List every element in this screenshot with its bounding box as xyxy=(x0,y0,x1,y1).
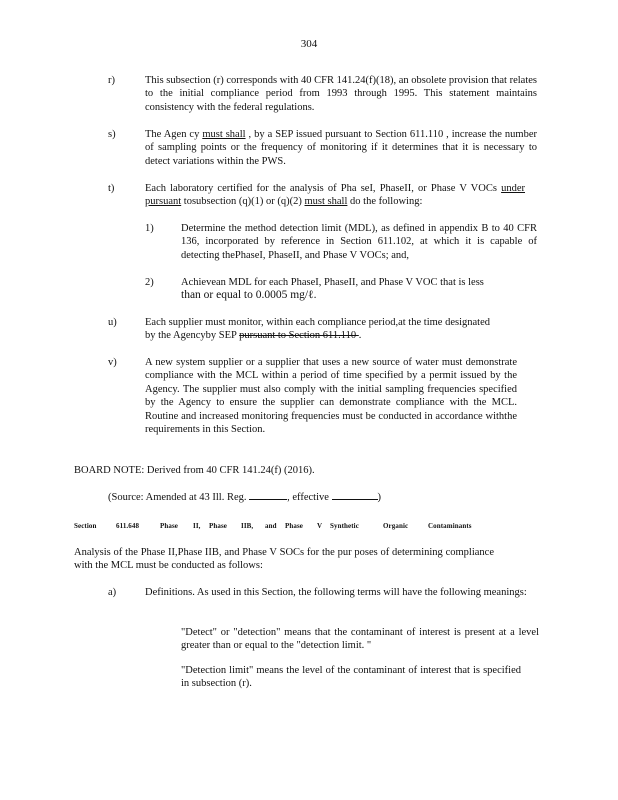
subsection-marker: s) xyxy=(108,129,116,140)
heading-word: II, xyxy=(193,522,201,530)
subsection-marker: a) xyxy=(108,587,117,598)
text-run: (Source: Amended at 43 Ill. Reg. xyxy=(108,492,250,503)
subsection-marker: 1) xyxy=(145,223,154,234)
text-run: ) xyxy=(377,492,382,503)
date-blank xyxy=(249,490,287,500)
heading-word: Section xyxy=(74,522,97,530)
heading-word: Contaminants xyxy=(428,522,472,530)
text-run: tosubsection (q)(1) or (q)(2) xyxy=(181,196,305,208)
text-run: The Agen cy xyxy=(145,129,203,140)
source-note xyxy=(108,490,528,504)
section-intro: Analysis of the Phase II,Phase IIB, and Phase V SOCs for the pur poses of determining compliance with the MCL must be conducted as follows: xyxy=(74,547,494,572)
subsection-marker: r) xyxy=(108,75,115,86)
board-note: BOARD NOTE: Derived from 40 CFR 141.24(f) (2016). xyxy=(74,465,315,476)
text-run: , by a SEP issued pursuant to Section 611.110 , increase the number of sampling points or the frequency of monitoring if it determines that it is necessary to detect variations within the PWS. xyxy=(145,129,537,167)
subsection-text: Determine the method detection limit (MDL), as defined in appendix B to 40 CFR 136, incorporated by reference in Section 611.102, at which it is capable of detecting thePhaseI, PhaseII, and Phase V VOCs; and, xyxy=(181,223,537,261)
amended-text: must shall xyxy=(304,196,348,208)
heading-word: Synthetic xyxy=(330,522,359,530)
subsection-text xyxy=(145,316,490,343)
text-run: do the following: xyxy=(347,196,423,208)
subsection-marker: u) xyxy=(108,317,117,328)
heading-word: Phase xyxy=(285,522,303,530)
definition-detect: "Detect" or "detection" means that the contaminant of interest is present at a level greater than or equal to the "detection limit. " xyxy=(181,627,539,652)
heading-word: Phase xyxy=(160,522,178,530)
amended-text: than or equal to 0.0005 mg/ℓ. xyxy=(181,289,317,302)
subsection-text xyxy=(145,182,525,209)
heading-word: Phase xyxy=(209,522,227,530)
subsection-text xyxy=(181,276,537,303)
subsection-text xyxy=(145,128,537,168)
date-blank xyxy=(332,490,378,500)
page-number: 304 xyxy=(300,38,318,50)
text-run: Achievean MDL for each PhaseI, PhaseII, and Phase V VOC that is less xyxy=(181,277,484,288)
text-run: Each laboratory certified for the analysis of Pha seI, PhaseII, or Phase V VOCs xyxy=(145,183,502,194)
text-run: . xyxy=(358,330,362,342)
subsection-marker: v) xyxy=(108,357,117,368)
heading-word: and xyxy=(265,522,277,530)
heading-word: 611.648 xyxy=(116,522,140,530)
text-run: , effective xyxy=(287,492,332,503)
amended-text: must shall xyxy=(202,129,246,140)
deleted-text: pursuant to Section 611.110 xyxy=(239,330,359,342)
heading-word: V xyxy=(317,522,323,530)
definition-detection-limit: "Detection limit" means the level of the contaminant of interest that is specified in subsection (r). xyxy=(181,665,521,690)
heading-word: IIB, xyxy=(241,522,254,530)
text-run: Each supplier must monitor, within each compliance period,at the time designated by the Agencyby SEP xyxy=(145,317,490,342)
subsection-text: This subsection (r) corresponds with 40 CFR 141.24(f)(18), an obsolete provision that relates to the initial compliance period from 1993 through 1995. This statement maintains consistency with the federal regulations. xyxy=(145,75,537,113)
subsection-marker: 2) xyxy=(145,277,154,288)
amended-text: under pursuant xyxy=(145,183,525,208)
subsection-text: Definitions. As used in this Section, the following terms will have the following meanings: xyxy=(145,587,527,598)
heading-word: Organic xyxy=(383,522,409,530)
subsection-marker: t) xyxy=(108,183,115,194)
subsection-text: A new system supplier or a supplier that uses a new source of water must demonstrate compliance with the MCL within a period of time specified by a permit issued by the Agency. The supplier must also comply with the initial sampling frequencies specified by the Agency to ensure the supplier can demonstrate compliance with the MCL. Routine and increased monitoring frequencies must be conducted in accordance withthe requirements in this Section. xyxy=(145,357,517,436)
